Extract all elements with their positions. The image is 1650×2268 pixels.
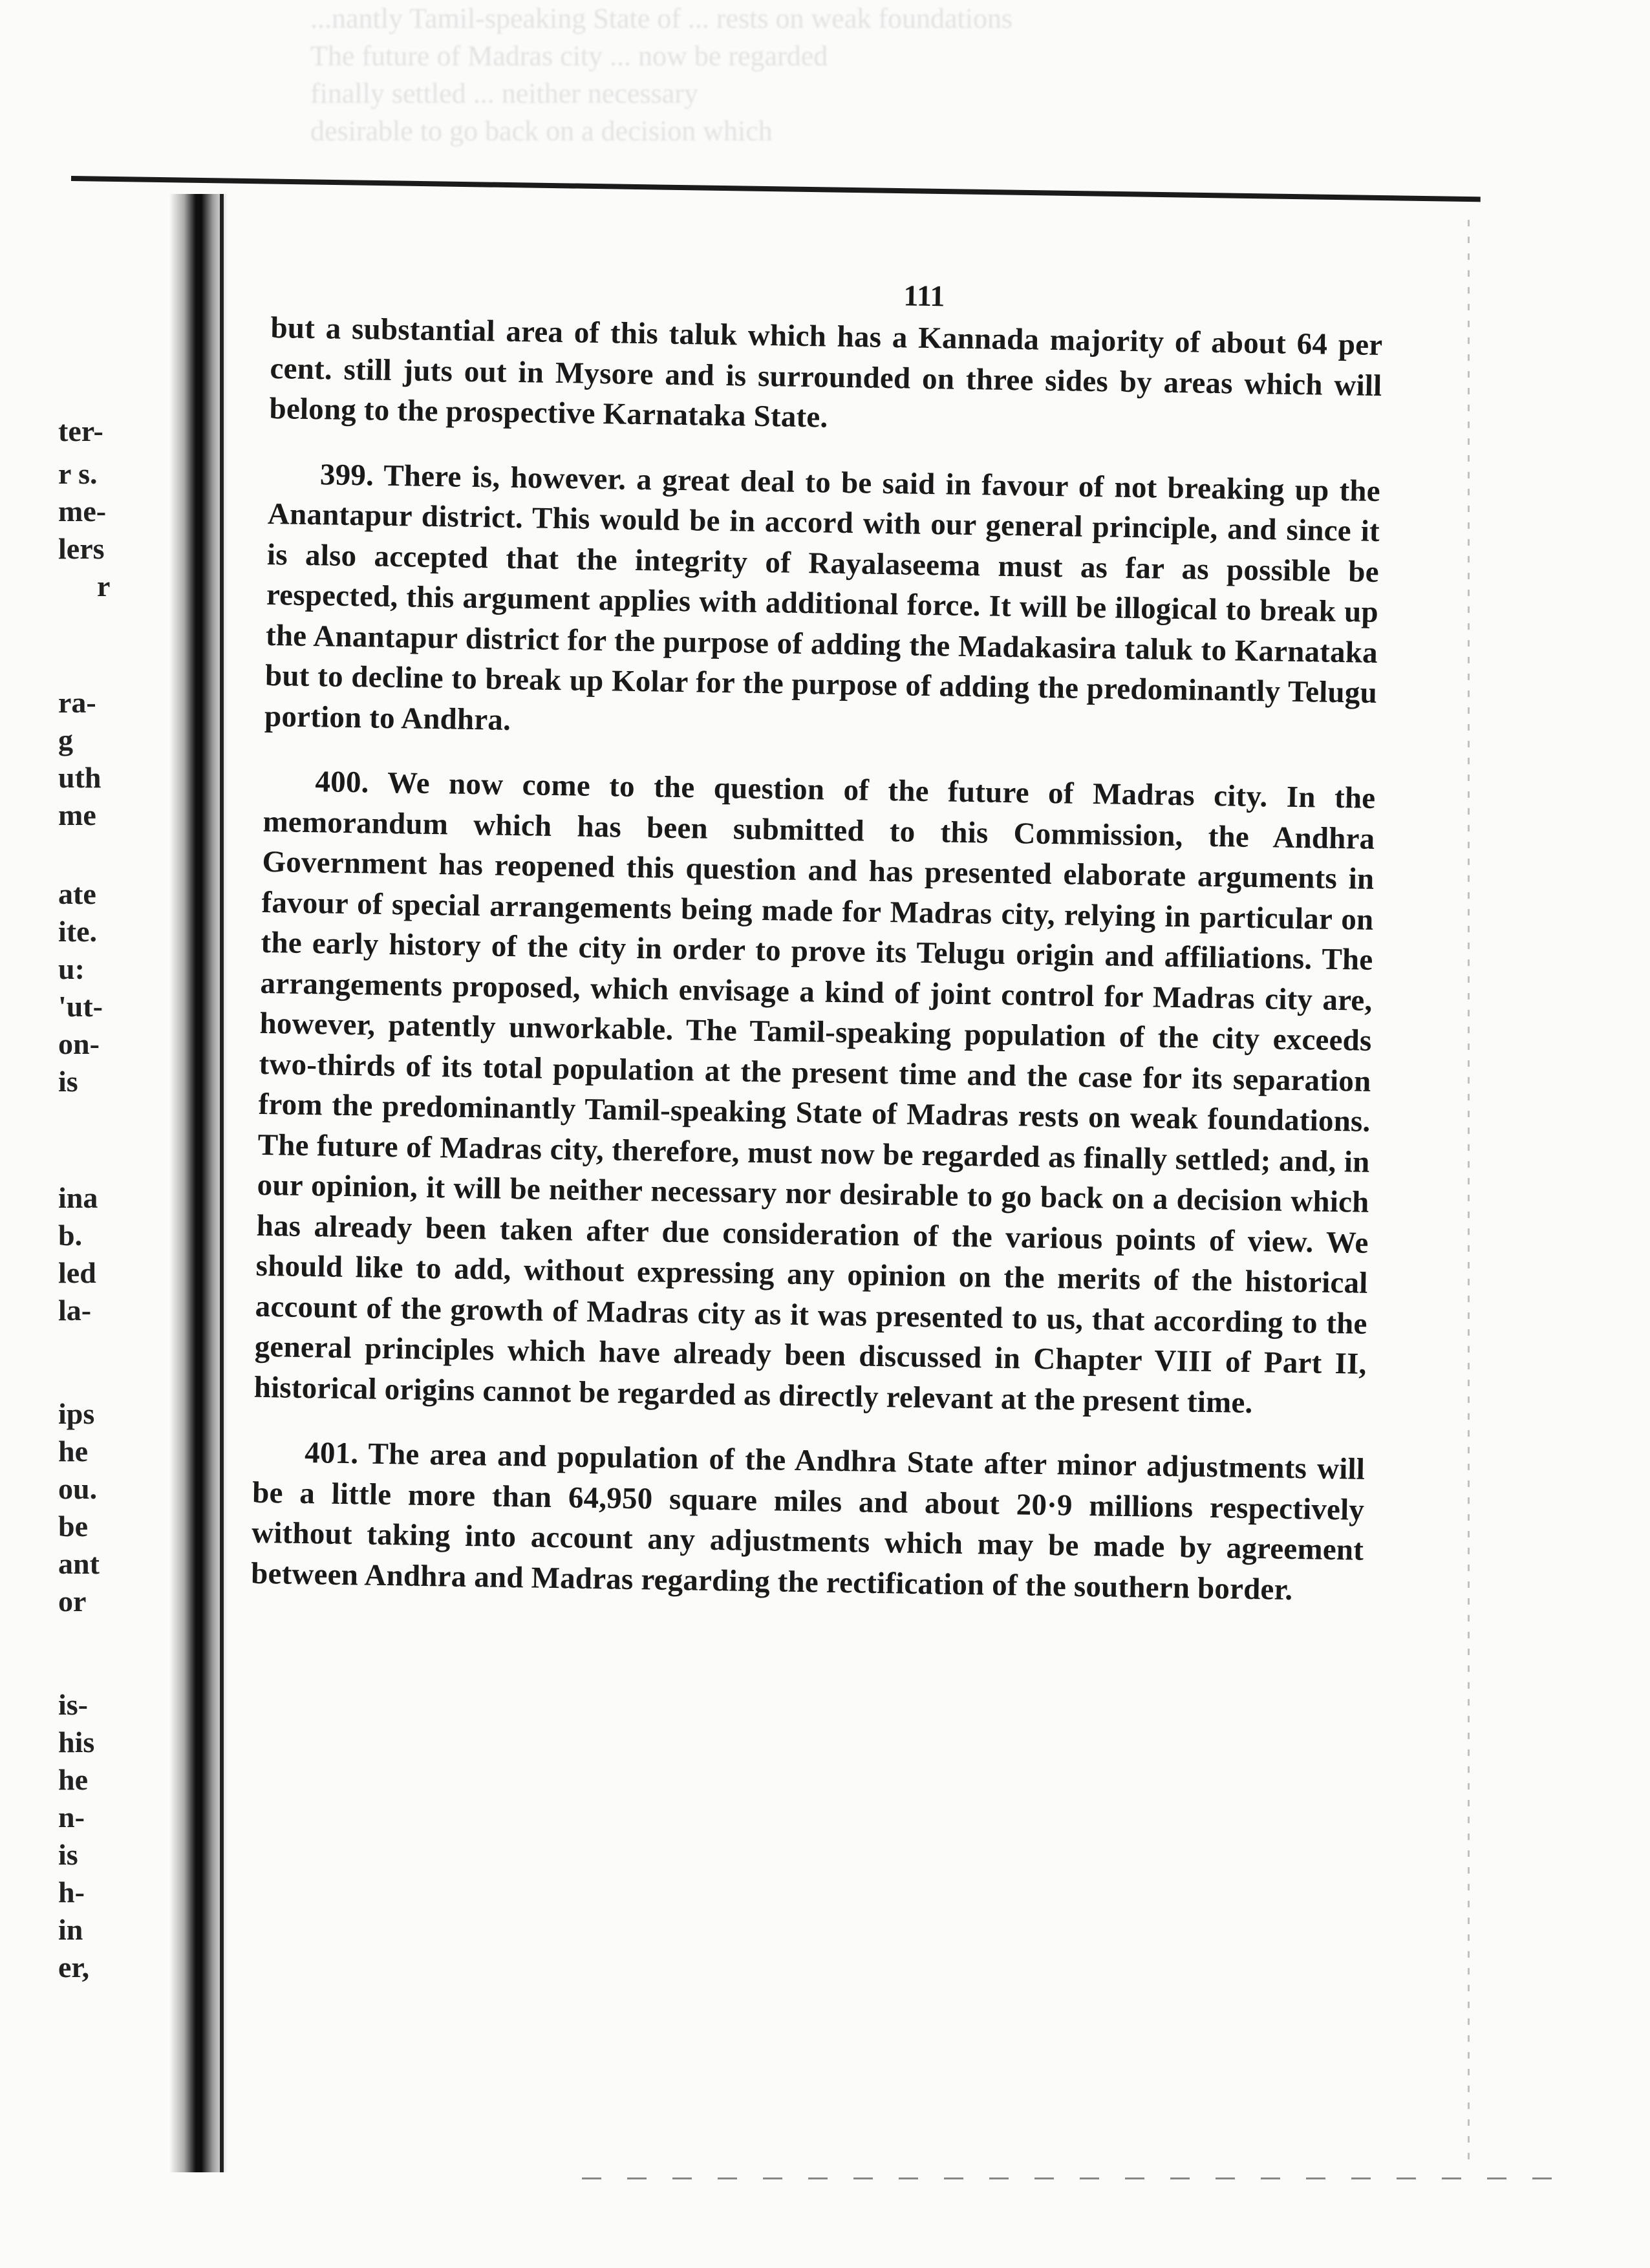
page-left-border	[220, 194, 224, 2172]
margin-fragment: is	[58, 1838, 78, 1871]
bottom-dashes	[582, 2177, 1552, 2179]
margin-fragment: ite.	[58, 915, 98, 948]
margin-fragment: me	[58, 798, 96, 831]
page-right-edge	[1468, 220, 1470, 2159]
paragraph-text: The area and population of the Andhra State after minor adjustments will be a little more than 64,950 square miles and about 20·9 millions respectively without taking into account any adjustments which may be made by agreement between Andhra and Madras regarding the rectification of the southern border.	[250, 1437, 1366, 1607]
margin-fragment: u:	[58, 952, 85, 985]
margin-fragment: g	[58, 723, 73, 756]
margin-fragment: ant	[58, 1547, 100, 1580]
paragraph-number: 399.	[319, 457, 374, 493]
paragraph-text: We now come to the question of the future of Madras city. In the memorandum which has been submitted to this Commission, the Andhra Government has reopened this question and has presented elaborate arguments in favour of special arrangements being made for Madras city, relying in particular on the early history of the city in order to prove its Telugu origin and affiliations. The arrangements proposed, which envisage a kind of joint control for Madras city are, however, patently unworkable. The Tamil-speaking population of the city exceeds two-thirds of its total population at the present time and the case for its separation from the predominantly Tamil-speaking State of Madras rests on weak foundations. The future of Madras city, therefore, must now be regarded as finally settled; and, in our opinion, it will be neither necessary nor desirable to go back on a decision which has already been taken after due consideration of the various points of view. We should like to add, without expressing any opinion on the merits of the historical account of the growth of Madras city as it was presented to us, that according to the general principles which have already been discussed in Chapter VIII of Part II, historical origins cannot be regarded as directly relevant at the present time.	[253, 765, 1376, 1420]
margin-fragment: is	[58, 1065, 78, 1098]
paragraph-401	[251, 1432, 1366, 1611]
margin-fragment: led	[58, 1256, 96, 1289]
binding-shadow	[169, 194, 228, 2172]
margin-fragment: uth	[58, 761, 102, 794]
paragraph-number: 400.	[315, 765, 369, 800]
ghost-line: desirable to go back on a decision which	[310, 115, 773, 147]
ghost-line: finally settled ... neither necessary	[310, 78, 698, 109]
paragraph-text: but a substantial area of this taluk which has a Kannada majority of about 64 per cent. still juts out in Mysore and is surrounded on three sides by areas which will belong to the prospective Karnataka State.	[269, 310, 1383, 434]
margin-fragment: me-	[58, 495, 107, 528]
paragraph-continued	[269, 308, 1383, 446]
paragraph-number: 401.	[304, 1436, 359, 1471]
margin-fragment: his	[58, 1726, 95, 1759]
margin-fragment: is-	[58, 1688, 88, 1721]
margin-fragment: ips	[58, 1397, 95, 1430]
paragraph-400	[253, 761, 1375, 1425]
margin-fragment: lers	[58, 532, 105, 565]
margin-fragment: he	[58, 1763, 88, 1796]
margin-fragment: r	[97, 570, 111, 603]
margin-fragment: la-	[58, 1294, 92, 1327]
margin-fragment: 'ut-	[58, 990, 103, 1023]
margin-fragment: n-	[58, 1801, 85, 1834]
page-body	[250, 268, 1384, 1636]
margin-fragment: on-	[58, 1027, 100, 1060]
ghost-line: ...nantly Tamil-speaking State of ... rests on weak foundations	[310, 3, 1013, 34]
margin-fragment: r s.	[58, 457, 98, 490]
page-number: 111	[903, 279, 945, 313]
paragraph-text: There is, however. a great deal to be said in favour of not breaking up the Anantapur district. This would be in accord with our general principle, and since it is also accepted that the integrity of Rayalaseema must as far as possible be respected, this argument applies with additional force. It will be illogical to break up the Anantapur district for the purpose of adding the Madakasira taluk to Karnataka but to decline to break up Kolar for the purpose of adding the predominantly Telugu portion to Andhra.	[264, 458, 1381, 737]
margin-fragment: or	[58, 1585, 87, 1618]
paragraph-399	[264, 453, 1381, 753]
margin-fragment: h-	[58, 1876, 85, 1909]
margin-fragment: ou.	[58, 1472, 98, 1505]
margin-fragment: ter-	[58, 414, 103, 447]
ghost-line: The future of Madras city ... now be regarded	[310, 40, 828, 72]
margin-fragment: ra-	[58, 686, 96, 719]
margin-fragment: ate	[58, 877, 96, 910]
margin-fragment: er,	[58, 1951, 90, 1984]
margin-fragment: ina	[58, 1181, 98, 1214]
margin-fragment: b.	[58, 1219, 83, 1252]
margin-fragment: in	[58, 1913, 83, 1946]
bleed-through-text	[310, 0, 1377, 187]
margin-fragment: be	[58, 1510, 88, 1543]
margin-fragment: he	[58, 1435, 88, 1468]
